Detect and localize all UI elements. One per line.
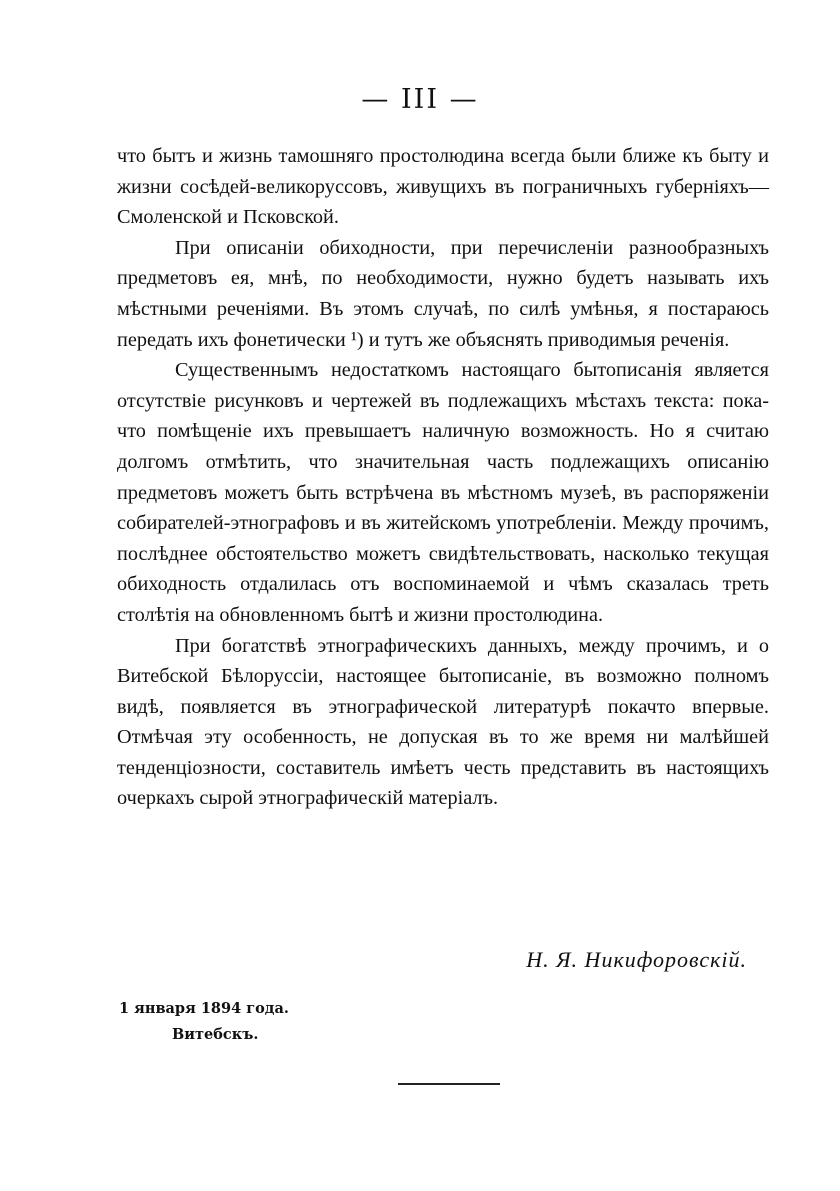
paragraph-ethnographic-material: При богатствѣ этнографическихъ данныхъ, между прочимъ, и о Витебской Бѣлоруссіи, настоящее бытописаніе, въ возможно полномъ видѣ, появляется въ этнографической литературѣ покачто впервые. Отмѣчая эту особенность, не допуская въ то же время ни малѣйшей тенденціозности, составитель имѣетъ честь представить въ настоящихъ очеркахъ сырой этнографическій матеріалъ. — [117, 634, 769, 810]
place-line: Витебскъ. — [172, 1026, 259, 1043]
paragraph-illustrations: Существеннымъ недостаткомъ настоящаго бытописанія является отсутствіе рисунковъ и чертежей въ подлежащихъ мѣстахъ текста: пока-что помѣщеніе ихъ превышаетъ наличную возможность. Но я считаю долгомъ отмѣтить, что значительная часть подлежащихъ описанію предметовъ можетъ быть встрѣчена въ мѣстномъ музеѣ, въ распоряженіи собирателей-этнографовъ и въ житейскомъ употребленіи. Между прочимъ, послѣднее обстоятельство можетъ свидѣтельствовать, насколько текущая обиходность отдалилась отъ воспоминаемой и чѣмъ сказалась треть столѣтія на обновленномъ бытѣ и жизни простолюдина. — [117, 359, 769, 626]
author-signature: Н. Я. Никифоровскій. — [526, 947, 747, 972]
page-number: — III — — [361, 84, 479, 115]
date-line: 1 января 1894 года. — [119, 1000, 289, 1017]
body-text — [117, 141, 769, 814]
closing-rule — [398, 1083, 500, 1085]
paragraph-continuation: что бытъ и жизнь тамошняго простолюдина всегда были ближе къ быту и жизни сосѣдей-великоруссовъ, живущихъ въ пограничныхъ губерніяхъ—Смоленской и Псковской. — [117, 145, 769, 229]
paragraph-terminology: При описаніи обиходности, при перечисленіи разнообразныхъ предметовъ ея, мнѣ, по необходимости, нужно будетъ называть ихъ мѣстными реченіями. Въ этомъ случаѣ, по силѣ умѣнья, я постараюсь передать ихъ фонетически ¹) и тутъ же объяснять приводимыя реченія. — [117, 236, 769, 351]
